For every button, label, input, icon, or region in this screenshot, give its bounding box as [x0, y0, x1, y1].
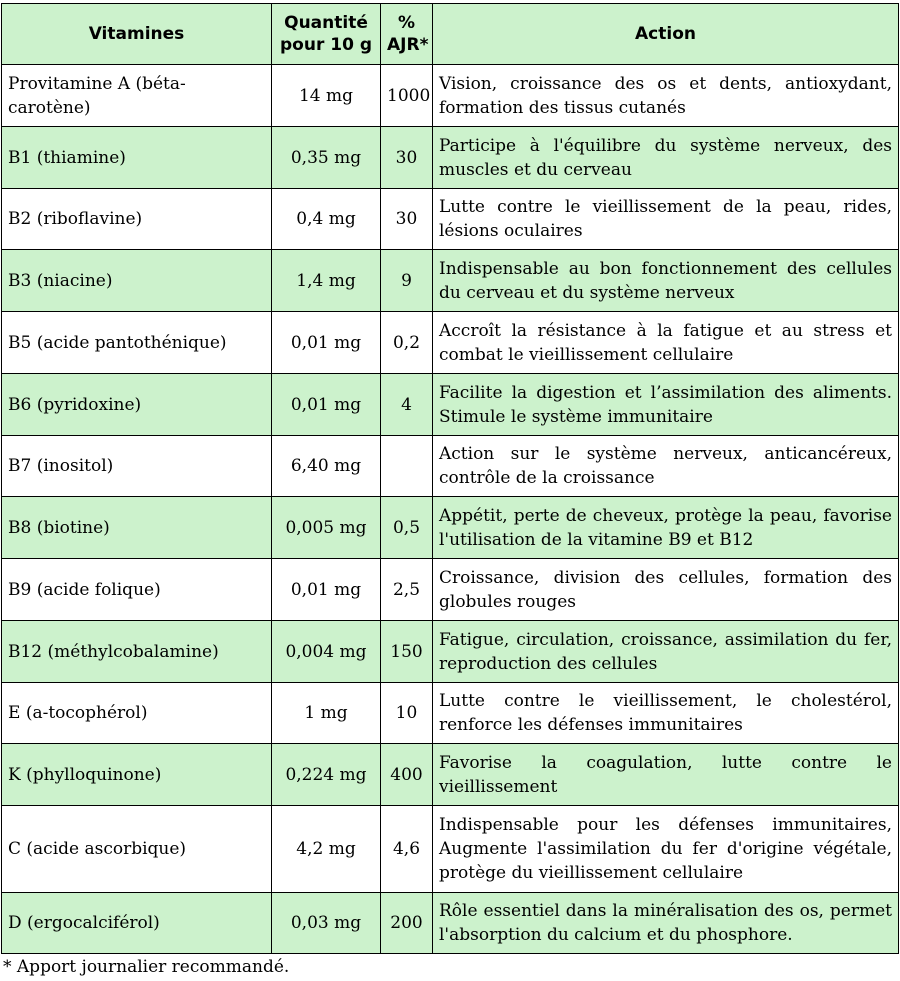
- ajr-cell: 30: [381, 189, 433, 250]
- vitamin-name-cell: E (a-tocophérol): [2, 683, 272, 744]
- header-row: [2, 4, 899, 65]
- table-body: [2, 65, 899, 954]
- quantity-cell: 0,005 mg: [272, 497, 381, 559]
- table-row: [2, 127, 899, 189]
- table-row: [2, 497, 899, 559]
- vitamin-table: [1, 3, 899, 954]
- ajr-cell: 400: [381, 744, 433, 806]
- ajr-cell: 30: [381, 127, 433, 189]
- quantity-cell: 0,4 mg: [272, 189, 381, 250]
- vitamin-name-cell: K (phylloquinone): [2, 744, 272, 806]
- table-row: [2, 250, 899, 312]
- table-row: [2, 189, 899, 250]
- action-cell: Fatigue, circulation, croissance, assimilation du fer, reproduction des cellules: [433, 621, 899, 683]
- vitamin-name-cell: B5 (acide pantothénique): [2, 312, 272, 374]
- ajr-cell: 9: [381, 250, 433, 312]
- action-cell: Lutte contre le vieillissement, le cholestérol, renforce les défenses immunitaires: [433, 683, 899, 744]
- quantity-cell: 14 mg: [272, 65, 381, 127]
- action-cell: Indispensable pour les défenses immunitaires, Augmente l'assimilation du fer d'origine végétale, protège du vieillissement cellulaire: [433, 806, 899, 893]
- vitamin-name-cell: B8 (biotine): [2, 497, 272, 559]
- quantity-cell: 1 mg: [272, 683, 381, 744]
- ajr-cell: 200: [381, 893, 433, 954]
- table-row: [2, 893, 899, 954]
- quantity-cell: 0,01 mg: [272, 374, 381, 436]
- quantity-cell: 4,2 mg: [272, 806, 381, 893]
- action-cell: Facilite la digestion et l’assimilation des aliments. Stimule le système immunitaire: [433, 374, 899, 436]
- quantity-cell: 0,01 mg: [272, 312, 381, 374]
- vitamin-name-cell: B12 (méthylcobalamine): [2, 621, 272, 683]
- action-cell: Accroît la résistance à la fatigue et au stress et combat le vieillissement cellulaire: [433, 312, 899, 374]
- action-cell: Croissance, division des cellules, formation des globules rouges: [433, 559, 899, 621]
- action-cell: Participe à l'équilibre du système nerveux, des muscles et du cerveau: [433, 127, 899, 189]
- quantity-cell: 0,01 mg: [272, 559, 381, 621]
- action-cell: Appétit, perte de cheveux, protège la peau, favorise l'utilisation de la vitamine B9 et B12: [433, 497, 899, 559]
- table-row: [2, 621, 899, 683]
- table-row: [2, 683, 899, 744]
- quantity-cell: 0,03 mg: [272, 893, 381, 954]
- quantity-cell: 1,4 mg: [272, 250, 381, 312]
- ajr-cell: [381, 436, 433, 497]
- vitamin-name-cell: B9 (acide folique): [2, 559, 272, 621]
- action-cell: Favorise la coagulation, lutte contre le vieillissement: [433, 744, 899, 806]
- ajr-cell: 2,5: [381, 559, 433, 621]
- header-vitamines: Vitamines: [2, 4, 272, 65]
- quantity-cell: 0,224 mg: [272, 744, 381, 806]
- table-row: [2, 65, 899, 127]
- table-row: [2, 312, 899, 374]
- action-cell: Lutte contre le vieillissement de la peau, rides, lésions oculaires: [433, 189, 899, 250]
- header-ajr: % AJR*: [381, 4, 433, 65]
- table-row: [2, 744, 899, 806]
- ajr-cell: 0,5: [381, 497, 433, 559]
- action-cell: Rôle essentiel dans la minéralisation des os, permet l'absorption du calcium et du phosphore.: [433, 893, 899, 954]
- vitamin-name-cell: B1 (thiamine): [2, 127, 272, 189]
- action-cell: Indispensable au bon fonctionnement des cellules du cerveau et du système nerveux: [433, 250, 899, 312]
- table-row: [2, 374, 899, 436]
- vitamin-name-cell: B3 (niacine): [2, 250, 272, 312]
- ajr-cell: 150: [381, 621, 433, 683]
- quantity-cell: 6,40 mg: [272, 436, 381, 497]
- vitamin-name-cell: C (acide ascorbique): [2, 806, 272, 893]
- table-row: [2, 559, 899, 621]
- ajr-cell: 10: [381, 683, 433, 744]
- vitamin-name-cell: D (ergocalciférol): [2, 893, 272, 954]
- table-row: [2, 806, 899, 893]
- footnote: * Apport journalier recommandé.: [3, 957, 290, 977]
- table-row: [2, 436, 899, 497]
- header-quantite: Quantité pour 10 g: [272, 4, 381, 65]
- quantity-cell: 0,35 mg: [272, 127, 381, 189]
- vitamin-name-cell: B7 (inositol): [2, 436, 272, 497]
- header-action: Action: [433, 4, 899, 65]
- vitamin-name-cell: Provitamine A (béta-carotène): [2, 65, 272, 127]
- vitamin-name-cell: B2 (riboflavine): [2, 189, 272, 250]
- action-cell: Vision, croissance des os et dents, antioxydant, formation des tissus cutanés: [433, 65, 899, 127]
- vitamin-name-cell: B6 (pyridoxine): [2, 374, 272, 436]
- quantity-cell: 0,004 mg: [272, 621, 381, 683]
- ajr-cell: 1000: [381, 65, 433, 127]
- ajr-cell: 4: [381, 374, 433, 436]
- ajr-cell: 4,6: [381, 806, 433, 893]
- action-cell: Action sur le système nerveux, anticancéreux, contrôle de la croissance: [433, 436, 899, 497]
- ajr-cell: 0,2: [381, 312, 433, 374]
